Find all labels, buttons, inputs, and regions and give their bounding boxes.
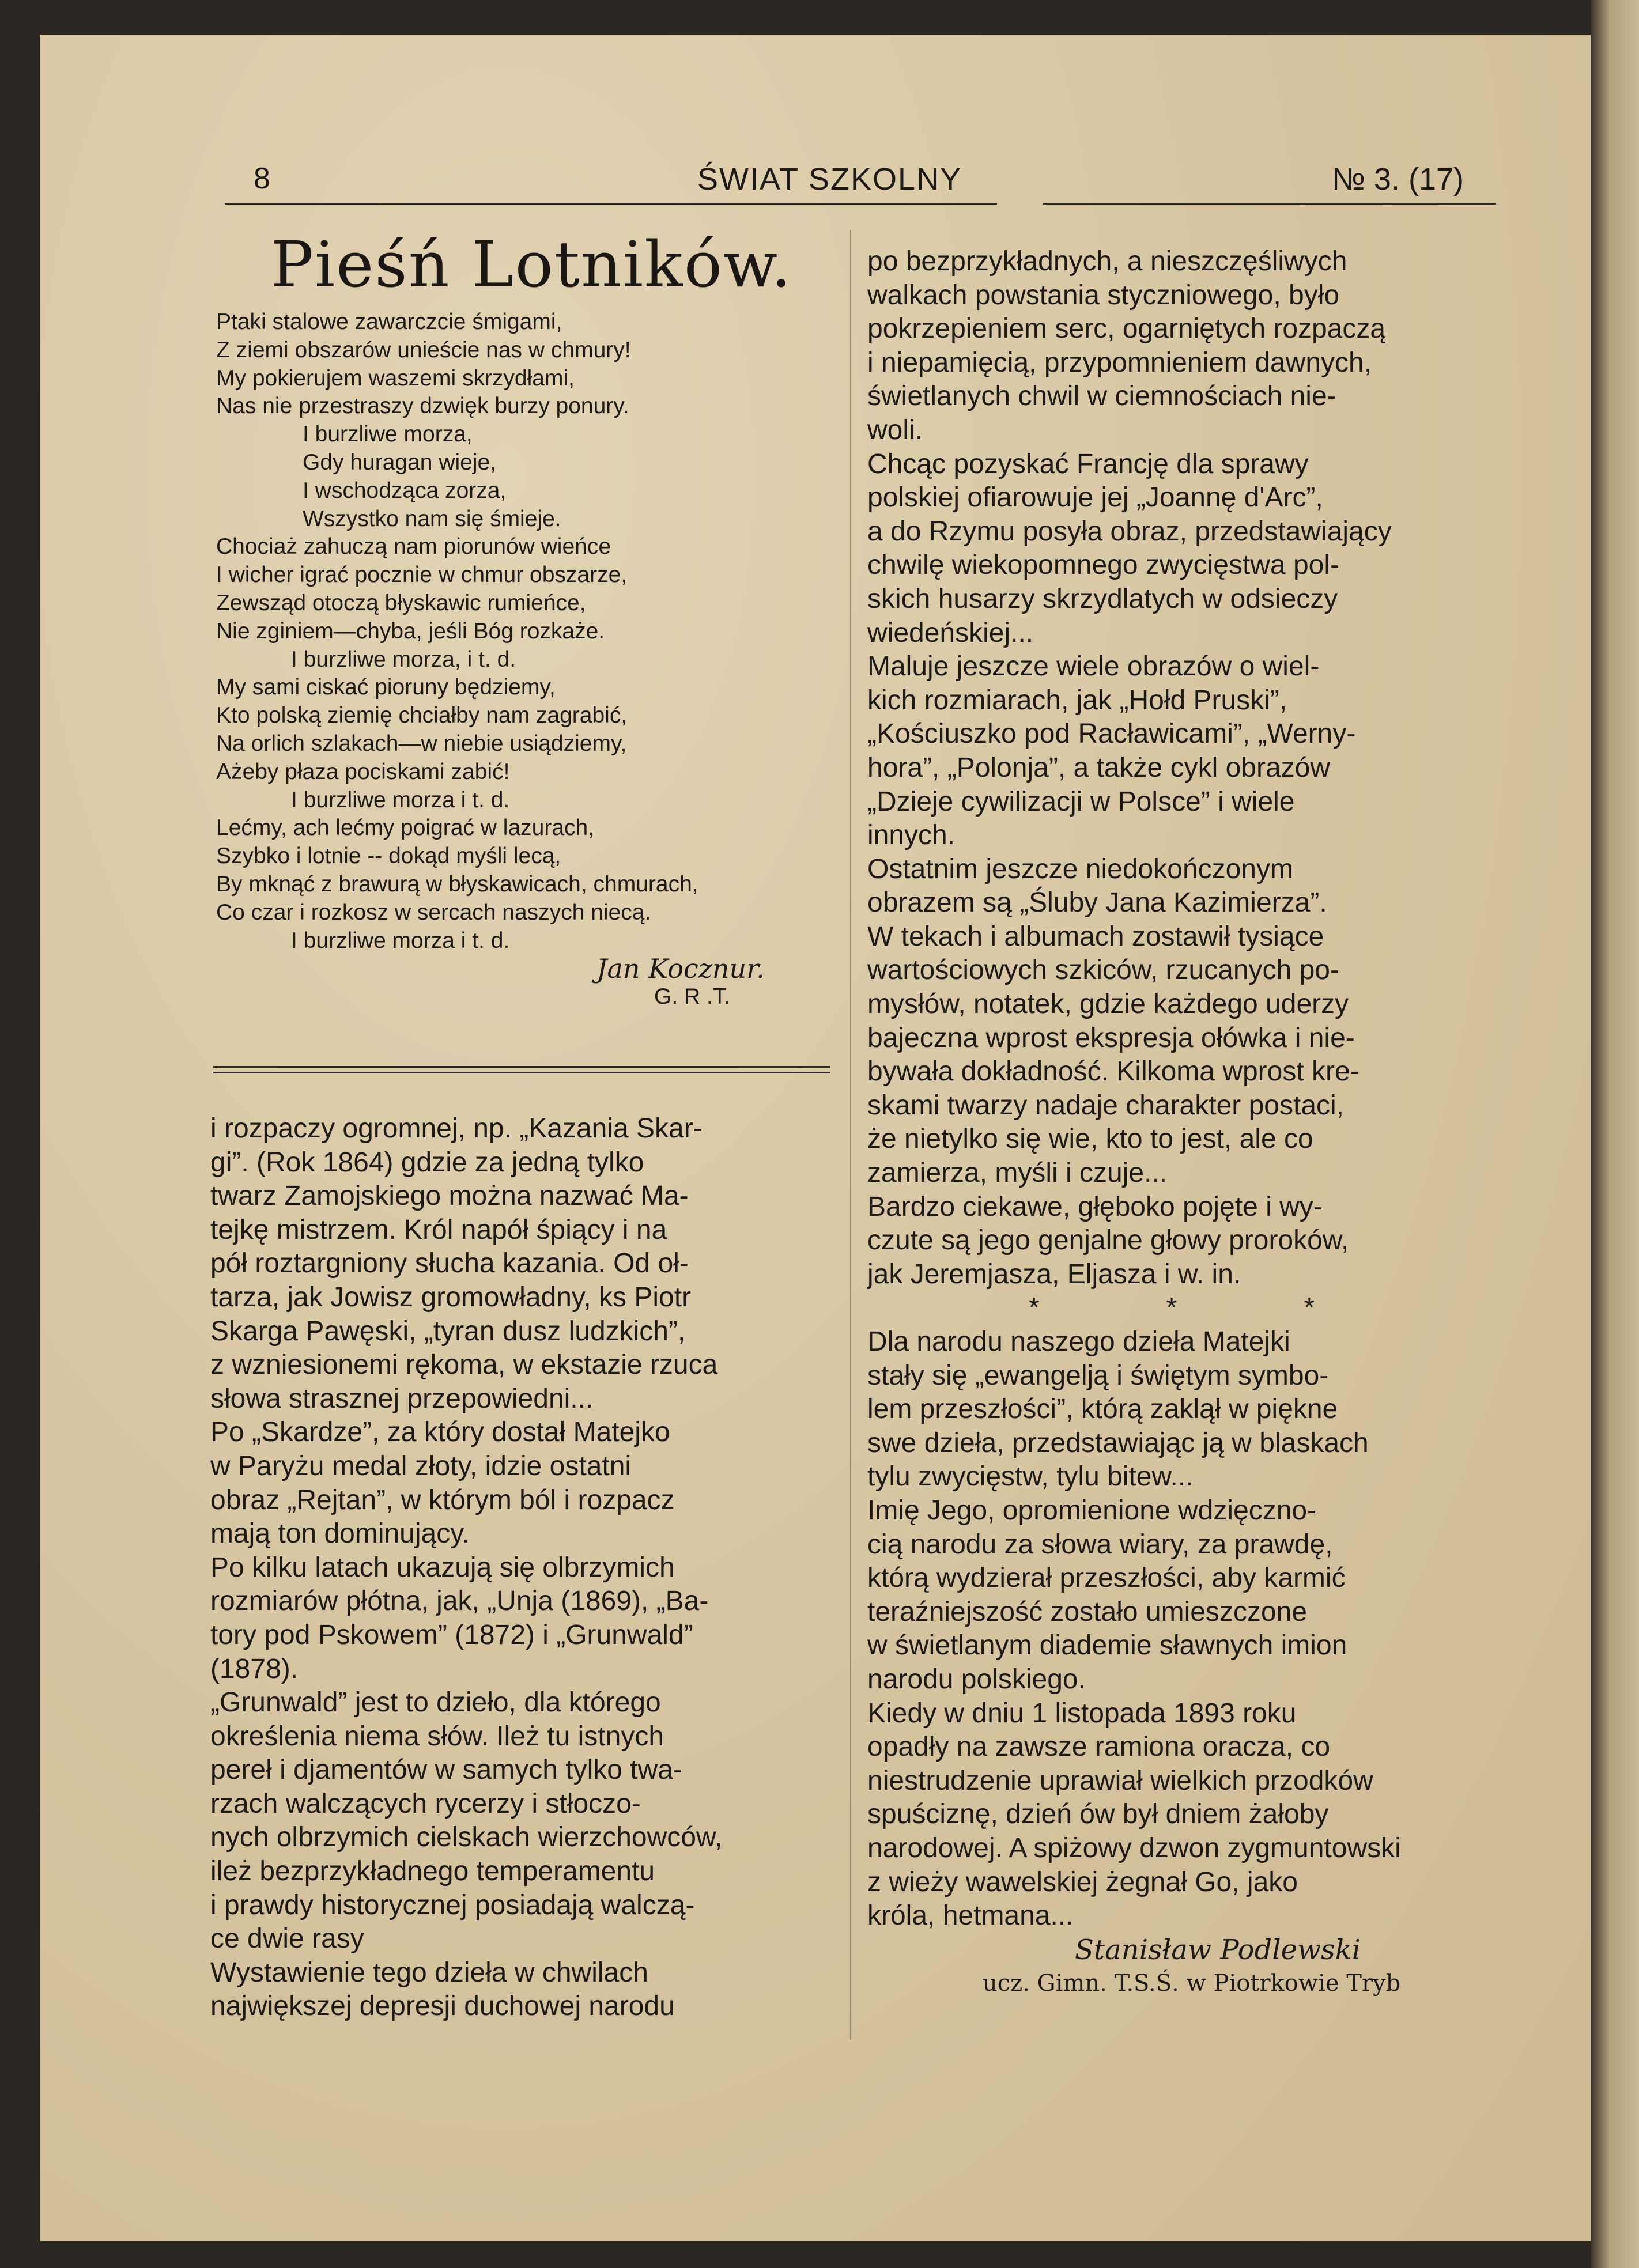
text-line: że nietylko się wie, kto to jest, ale co xyxy=(867,1124,1313,1155)
text-line: wartościowych szkiców, rzucanych po- xyxy=(867,955,1339,986)
text-line: tylu zwycięstw, tylu bitew... xyxy=(867,1461,1194,1492)
text-line: innych. xyxy=(867,820,956,851)
text-line: tory pod Pskowem” (1872) i „Grunwald” xyxy=(210,1619,693,1650)
poem-line: I burzliwe morza, xyxy=(303,422,473,447)
poem-line: Co czar i rozkosz w sercach naszych niecą. xyxy=(216,899,651,925)
poem-rule-bottom xyxy=(213,1072,830,1073)
periodical-title: ŚWIAT SZKOLNY xyxy=(697,162,962,196)
header-rule-left xyxy=(225,203,997,205)
left-column-text xyxy=(210,1112,833,2024)
text-line: Imię Jego, opromienione wdzięczno- xyxy=(867,1495,1317,1526)
text-line: zamierza, myśli i czuje... xyxy=(867,1158,1168,1189)
poem-line: Chociaż zahuczą nam piorunów wieńce xyxy=(216,534,611,560)
text-line: opadły na zawsze ramiona oracza, co xyxy=(867,1732,1331,1763)
text-line: stały się „ewangelją i świętym symbo- xyxy=(867,1360,1329,1391)
text-line: walkach powstania styczniowego, było xyxy=(867,279,1340,311)
text-line: świetlanych chwil w ciemnościach nie- xyxy=(867,381,1336,412)
text-line: z wieży wawelskiej żegnał Go, jako xyxy=(867,1866,1298,1897)
text-line: spuściznę, dzień ów był dniem żałoby xyxy=(867,1799,1329,1830)
text-line: narodu polskiego. xyxy=(867,1664,1086,1695)
text-line: „Kościuszko pod Racławicami”, „Werny- xyxy=(867,719,1356,750)
column-separator xyxy=(850,230,851,2040)
text-line: z wzniesionemi rękoma, w ekstazie rzuca xyxy=(210,1350,718,1381)
text-line: hora”, „Polonja”, a także cykl obrazów xyxy=(867,752,1331,783)
text-line: swe dzieła, przedstawiając ją w blaskach xyxy=(867,1427,1369,1458)
article-author: Stanisław Podlewski xyxy=(1075,1933,1361,1966)
page-header xyxy=(213,161,1498,207)
header-rule-right xyxy=(1043,203,1496,205)
text-line: twarz Zamojskiego można nazwać Ma- xyxy=(210,1181,689,1212)
poem-line: I wicher igrać pocznie w chmur obszarze, xyxy=(216,562,628,588)
poem-line: Nie zginiem—chyba, jeśli Bóg rozkaże. xyxy=(216,618,605,644)
text-line: Maluje jeszcze wiele obrazów o wiel- xyxy=(867,651,1320,682)
poem-line: Ażeby płaza pociskami zabić! xyxy=(216,759,510,784)
poem-author: Jan Kocznur. xyxy=(596,953,765,985)
poem-line: Ptaki stalowe zawarczcie śmigami, xyxy=(216,309,562,334)
text-line: tejkę mistrzem. Król napół śpiący i na xyxy=(210,1214,667,1245)
text-line: Chcąc pozyskać Francję dla sprawy xyxy=(867,448,1309,479)
text-line: Po kilku latach ukazują się olbrzymich xyxy=(210,1552,675,1583)
poem-author-class: G. R .T. xyxy=(654,984,731,1010)
text-line: (1878). xyxy=(210,1653,299,1684)
poem-line: Na orlich szlakach—w niebie usiądziemy, xyxy=(216,731,627,756)
text-line: „Dzieje cywilizacji w Polsce” i wiele xyxy=(867,786,1295,817)
text-line: narodowej. A spiżowy dzwon zygmuntowski xyxy=(867,1832,1401,1863)
poem-line: Lećmy, ach lećmy poigrać w lazurach, xyxy=(216,815,595,841)
text-line: ce dwie rasy xyxy=(210,1923,364,1955)
text-line: Wystawienie tego dzieła w chwilach xyxy=(210,1957,648,1988)
text-line: bajeczna wprost ekspresja ołówka i nie- xyxy=(867,1022,1355,1053)
text-line: niestrudzenie uprawiał wielkich przodków xyxy=(867,1765,1373,1796)
poem-line: Nas nie przestraszy dzwięk burzy ponury. xyxy=(216,394,629,419)
issue-number: № 3. (17) xyxy=(1332,162,1464,196)
right-column-text xyxy=(867,245,1496,2001)
poem-line: I burzliwe morza i t. d. xyxy=(291,787,510,812)
poem-line: Gdy huragan wieje, xyxy=(303,449,497,475)
text-line: pokrzepieniem serc, ogarniętych rozpaczą xyxy=(867,313,1386,345)
text-line: woli. xyxy=(867,414,923,445)
text-line: rozmiarów płótna, jak, „Unja (1869), „Ba- xyxy=(210,1586,709,1617)
text-line: Kiedy w dniu 1 listopada 1893 roku xyxy=(867,1698,1297,1729)
text-line: bywała dokładność. Kilkoma wprost kre- xyxy=(867,1056,1359,1087)
text-line: największej depresji duchowej narodu xyxy=(210,1991,675,2022)
section-divider-stars: *** xyxy=(1029,1292,1442,1324)
text-line: nych olbrzymich cielskach wierzchowców, xyxy=(210,1822,723,1853)
text-line: W tekach i albumach zostawił tysiące xyxy=(867,921,1324,952)
poem-line: Zewsząd otoczą błyskawic rumieńce, xyxy=(216,590,586,615)
text-line: pereł i djamentów w samych tylko twa- xyxy=(210,1755,682,1786)
text-line: wiedeńskiej... xyxy=(867,617,1034,648)
poem-line: Szybko i lotnie -- dokąd myśli lecą, xyxy=(216,844,561,869)
poem-rule-top xyxy=(213,1066,830,1068)
page-number: 8 xyxy=(254,162,270,195)
poem-line: My pokierujem waszemi skrzydłami, xyxy=(216,365,575,391)
poem-line: I burzliwe morza, i t. d. xyxy=(291,647,516,672)
text-line: chwilę wiekopomnego zwycięstwa pol- xyxy=(867,550,1340,581)
poem-line: I burzliwe morza i t. d. xyxy=(291,928,510,953)
text-line: obrazem są „Śluby Jana Kazimierza”. xyxy=(867,887,1327,918)
poem-line: My sami ciskać pioruny będziemy, xyxy=(216,675,556,700)
text-line: ileż bezprzykładnego temperamentu xyxy=(210,1856,655,1887)
text-line: skich husarzy skrzydlatych w odsieczy xyxy=(867,583,1338,614)
article-author-affiliation: ucz. Gimn. T.S.Ś. w Piotrkowie Tryb xyxy=(983,1970,1401,1997)
poem-line: Wszystko nam się śmieje. xyxy=(303,506,561,531)
poem-title: Pieśń Lotników. xyxy=(271,228,793,301)
text-line: Dla narodu naszego dzieła Matejki xyxy=(867,1326,1290,1357)
poem-line: I wschodząca zorza, xyxy=(303,478,507,503)
text-line: rzach walczących rycerzy i stłoczo- xyxy=(210,1788,641,1819)
text-line: i prawdy historycznej posiadają walczą- xyxy=(210,1889,695,1921)
poem-line: By mknąć z brawurą w błyskawicach, chmurach, xyxy=(216,871,698,897)
scan-edge xyxy=(1591,0,1639,2268)
poem xyxy=(216,308,827,1011)
text-line: „Grunwald” jest to dzieło, dla którego xyxy=(210,1687,661,1718)
poem-line: Kto polską ziemię chciałby nam zagrabić, xyxy=(216,703,628,728)
text-line: mysłów, notatek, gdzie każdego uderzy xyxy=(867,989,1349,1020)
text-line: gi”. (Rok 1864) gdzie za jedną tylko xyxy=(210,1147,644,1178)
text-line: polskiej ofiarowuje jej „Joannę d'Arc”, xyxy=(867,482,1323,513)
text-line: a do Rzymu posyła obraz, przedstawiający xyxy=(867,516,1392,547)
text-line: kich rozmiarach, jak „Hołd Pruski”, xyxy=(867,685,1287,716)
text-line: słowa strasznej przepowiedni... xyxy=(210,1383,594,1414)
text-line: lem przeszłości”, którą zaklął w piękne xyxy=(867,1394,1338,1425)
scan-edge-bottom xyxy=(40,2241,1591,2268)
text-line: w świetlanym diademie sławnych imion xyxy=(867,1630,1347,1661)
text-line: czute są jego genjalne głowy proroków, xyxy=(867,1225,1349,1256)
text-line: Skarga Pawęski, „tyran dusz ludzkich”, xyxy=(210,1316,686,1347)
text-line: króla, hetmana... xyxy=(867,1900,1074,1931)
text-line: Po „Skardze”, za który dostał Matejko xyxy=(210,1417,670,1448)
text-line: tarza, jak Jowisz gromowładny, ks Piotr xyxy=(210,1282,692,1313)
text-line: mają ton dominujący. xyxy=(210,1518,470,1549)
text-line: skami twarzy nadaje charakter postaci, xyxy=(867,1090,1345,1121)
text-line: pół roztargniony słucha kazania. Od oł- xyxy=(210,1248,689,1279)
text-line: Ostatnim jeszcze niedokończonym xyxy=(867,853,1293,884)
text-line: Bardzo ciekawe, głęboko pojęte i wy- xyxy=(867,1191,1323,1222)
text-line: określenia niema słów. Ileż tu istnych xyxy=(210,1721,664,1752)
text-line: obraz „Rejtan”, w którym ból i rozpacz xyxy=(210,1484,675,1515)
text-line: teraźniejszość zostało umieszczone xyxy=(867,1596,1308,1627)
poem-line: Z ziemi obszarów unieście nas w chmury! xyxy=(216,337,631,362)
text-line: po bezprzykładnych, a nieszczęśliwych xyxy=(867,246,1347,277)
text-line: jak Jeremjasza, Eljasza i w. in. xyxy=(867,1258,1241,1290)
text-line: cią narodu za słowa wiary, za prawdę, xyxy=(867,1529,1333,1560)
text-line: którą wydzierał przeszłości, aby karmić xyxy=(867,1563,1346,1594)
text-line: i niepamięcią, przypomnieniem dawnych, xyxy=(867,347,1372,378)
text-line: w Paryżu medal złoty, idzie ostatni xyxy=(210,1450,632,1481)
text-line: i rozpaczy ogromnej, np. „Kazania Skar- xyxy=(210,1113,703,1144)
